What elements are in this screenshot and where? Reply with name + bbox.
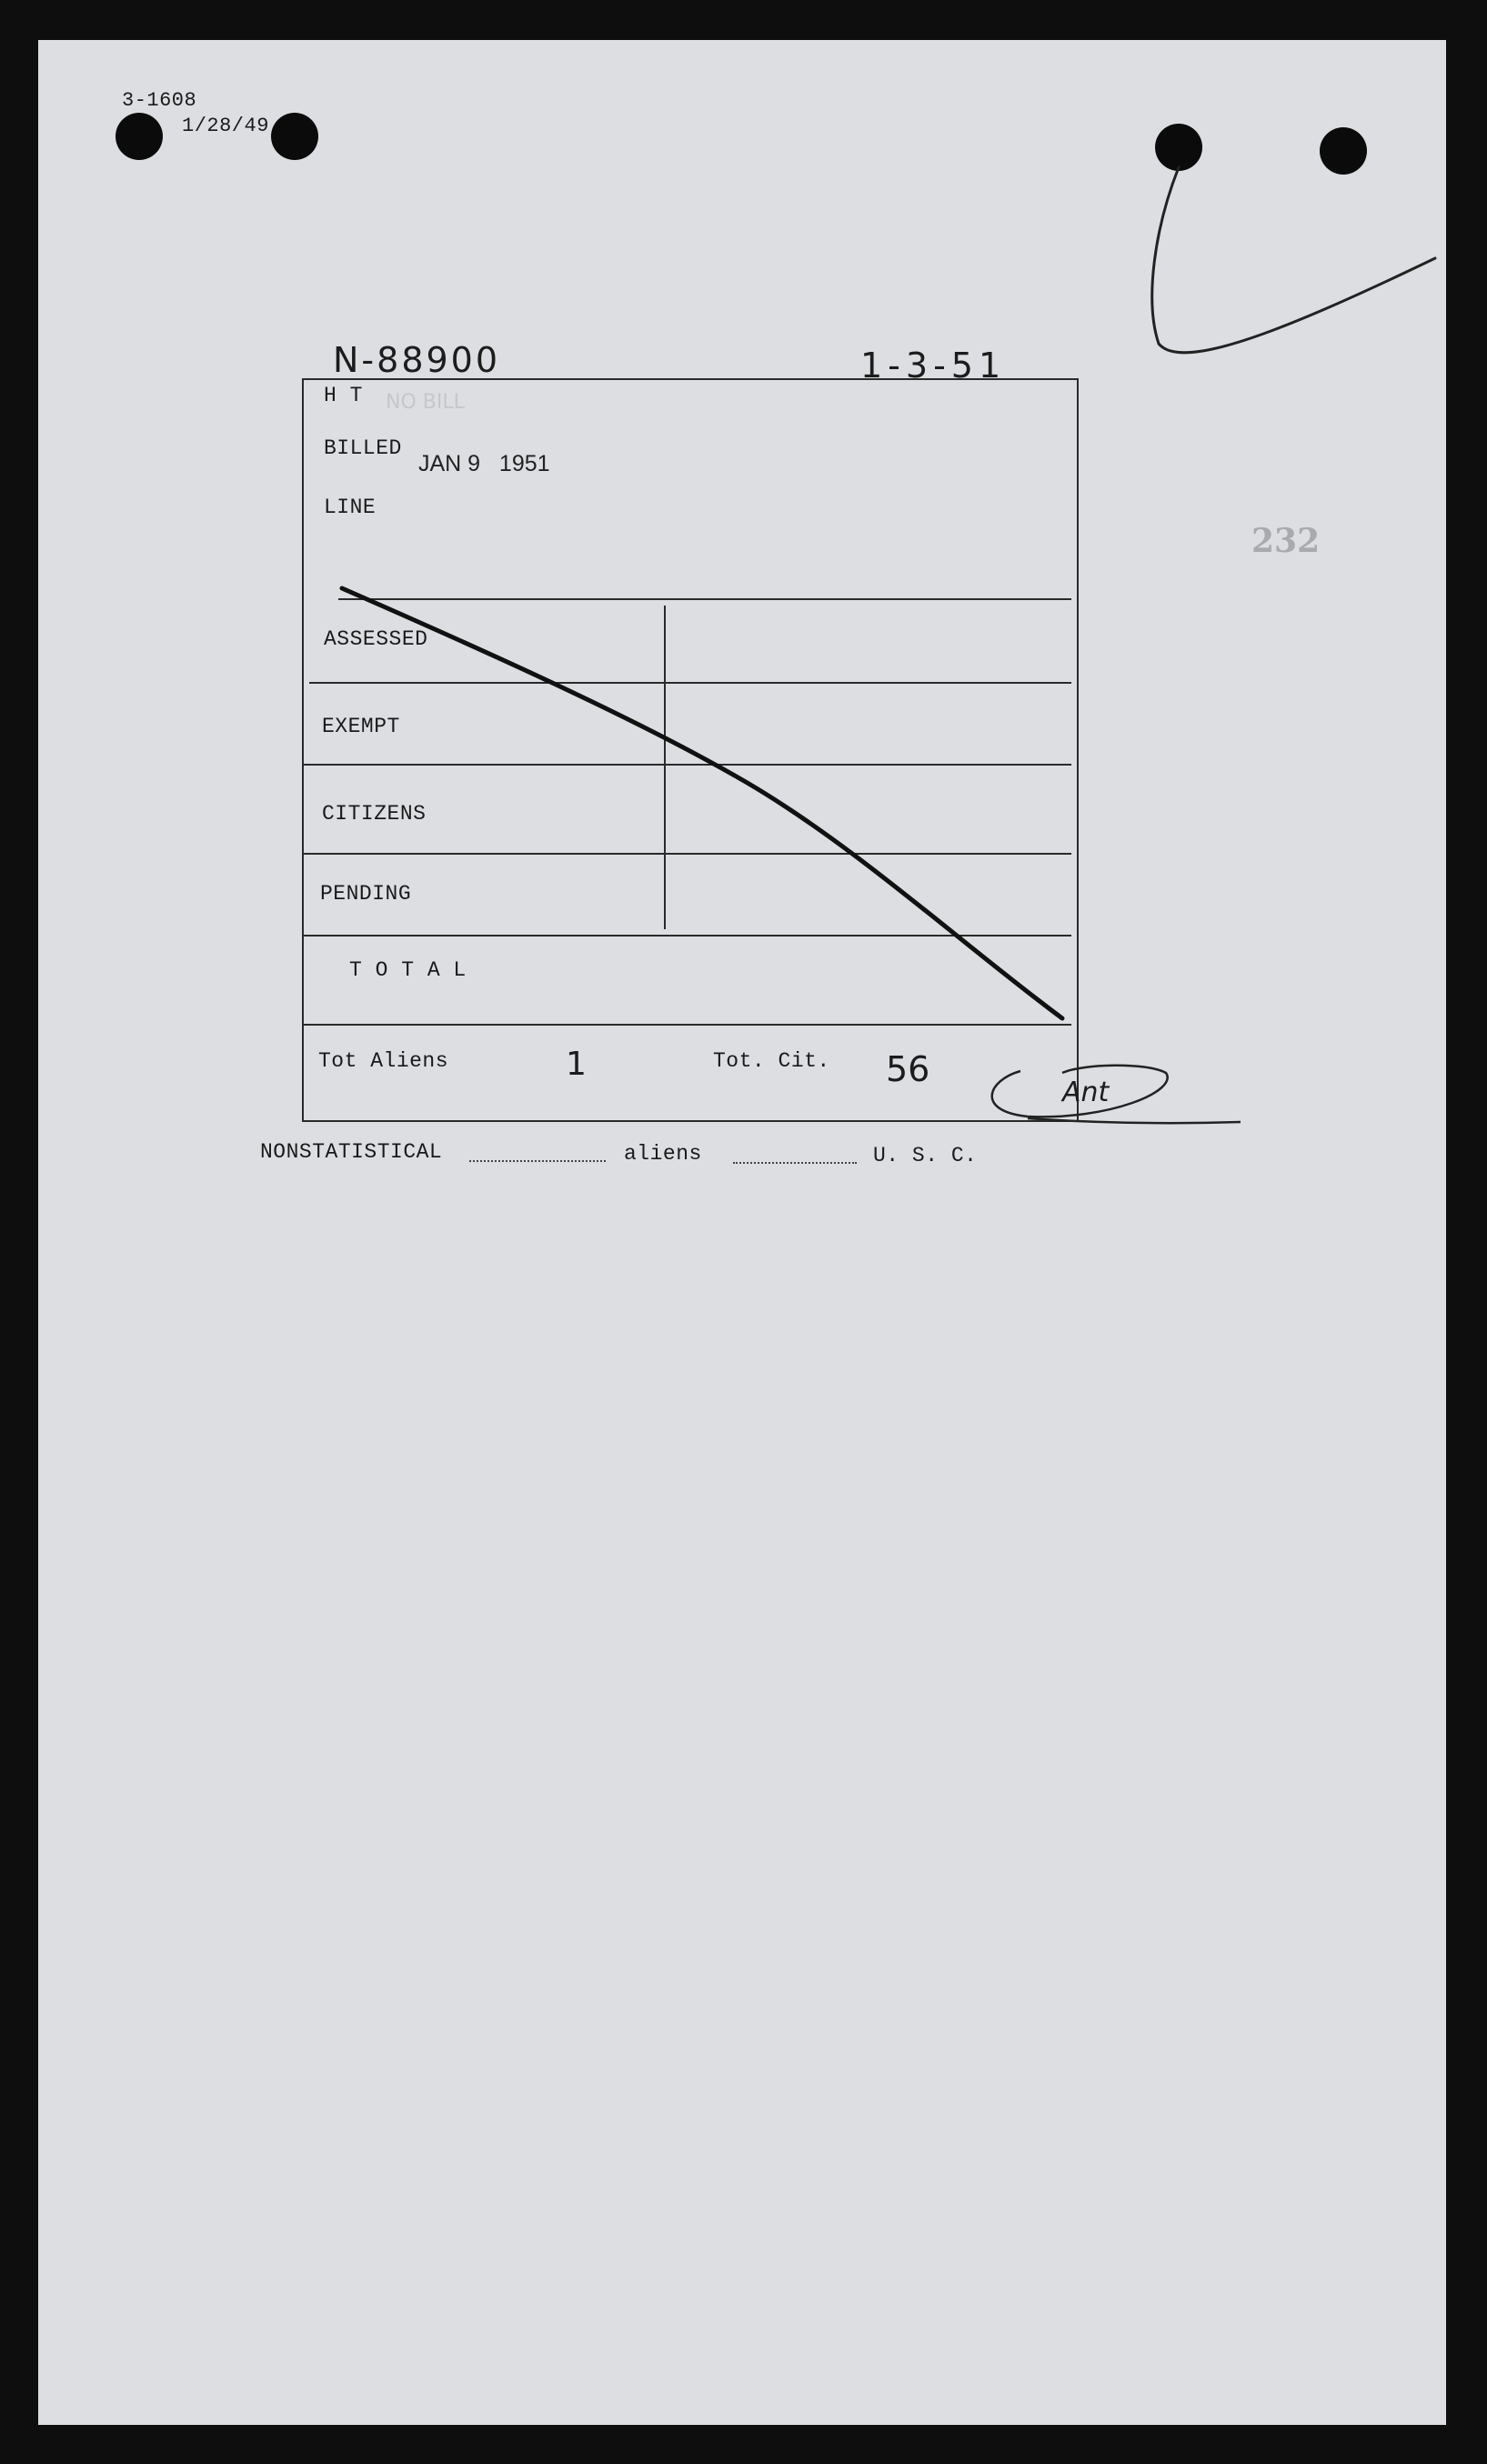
aliens-blank xyxy=(733,1162,857,1164)
handwritten-date: 1-3-51 xyxy=(860,346,1007,386)
tot-aliens-label: Tot Aliens xyxy=(318,1049,449,1073)
form-number: 3-1608 xyxy=(122,89,197,112)
handwritten-case-id: N-88900 xyxy=(333,340,501,380)
tot-cit-value: 56 xyxy=(886,1049,930,1089)
tot-aliens-value: 1 xyxy=(566,1046,587,1083)
row-label-pending: PENDING xyxy=(320,882,412,906)
strike-through-line xyxy=(342,588,1062,1018)
ht-label: H T xyxy=(324,384,363,407)
total-label: T O T A L xyxy=(349,958,467,982)
line-label: LINE xyxy=(324,496,377,519)
initials: Ant xyxy=(1062,1077,1110,1108)
pen-stroke-right xyxy=(1152,167,1435,353)
no-bill-stamp: NO BILL xyxy=(386,391,465,414)
tot-cit-label: Tot. Cit. xyxy=(713,1049,830,1073)
row-label-citizens: CITIZENS xyxy=(322,802,427,826)
row-label-exempt: EXEMPT xyxy=(322,715,400,738)
row-label-assessed: ASSESSED xyxy=(324,627,428,651)
aliens-label: aliens xyxy=(624,1142,702,1166)
billed-label: BILLED xyxy=(324,436,402,460)
nonstatistical-blank xyxy=(469,1160,606,1162)
initials-underline xyxy=(1028,1118,1241,1123)
usc-label: U. S. C. xyxy=(873,1144,978,1167)
nonstatistical-label: NONSTATISTICAL xyxy=(260,1140,443,1164)
form-date: 1/28/49 xyxy=(182,115,269,137)
page-number-stamp: 232 xyxy=(1251,522,1321,560)
billed-date-stamp: JAN 9 1951 xyxy=(418,451,550,476)
